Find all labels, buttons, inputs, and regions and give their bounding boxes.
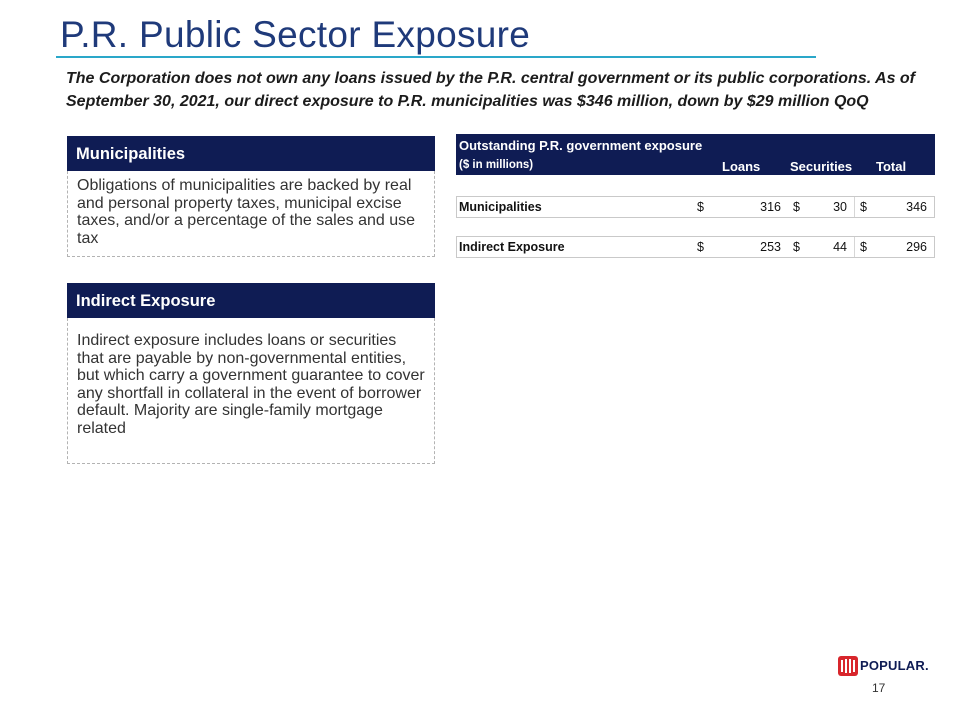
column-header-securities: Securities <box>790 159 853 174</box>
cell-divider <box>854 237 855 257</box>
indirect-exposure-heading: Indirect Exposure <box>67 283 435 318</box>
exposure-table <box>456 134 935 254</box>
exposure-table-header <box>456 134 935 175</box>
loans-value: 253 <box>760 240 781 254</box>
currency-symbol: $ <box>697 240 704 254</box>
title-underline <box>56 56 816 58</box>
page-title: P.R. Public Sector Exposure <box>60 14 531 55</box>
row-label: Municipalities <box>459 200 542 214</box>
exposure-table-units: ($ in millions) <box>459 159 534 171</box>
table-row <box>456 236 935 258</box>
currency-symbol: $ <box>860 240 867 254</box>
popular-bank-logo-icon <box>838 656 858 676</box>
table-row <box>456 196 935 218</box>
total-value: 296 <box>906 240 927 254</box>
popular-logo-text: POPULAR. <box>860 658 929 673</box>
currency-symbol: $ <box>793 240 800 254</box>
municipalities-heading: Municipalities <box>67 136 435 171</box>
currency-symbol: $ <box>793 200 800 214</box>
column-header-loans: Loans <box>722 159 761 174</box>
municipalities-description: Obligations of municipalities are backed by real and personal property taxes, municipal excise taxes, and/or a percentage of the sales and use tax <box>67 171 435 257</box>
cell-divider <box>854 197 855 217</box>
currency-symbol: $ <box>860 200 867 214</box>
currency-symbol: $ <box>697 200 704 214</box>
loans-value: 316 <box>760 200 781 214</box>
indirect-exposure-card <box>67 283 435 464</box>
securities-value: 30 <box>833 200 847 214</box>
total-value: 346 <box>906 200 927 214</box>
securities-value: 44 <box>833 240 847 254</box>
summary-text: The Corporation does not own any loans issued by the P.R. central government or its public corporations. As of September 30, 2021, our direct exposure to P.R. municipalities was $346 million, down by $29 million QoQ <box>66 70 916 110</box>
column-header-total: Total <box>876 159 907 174</box>
indirect-exposure-description: Indirect exposure includes loans or securities that are payable by non-governmental entities, but which carry a government guarantee to cover any shortfall in collateral in the event of borrower default. Majority are single-family mortgage related <box>67 318 435 464</box>
row-label: Indirect Exposure <box>459 240 565 254</box>
municipalities-card <box>67 136 435 257</box>
page-number: 17 <box>872 681 886 695</box>
exposure-table-title: Outstanding P.R. government exposure <box>459 138 703 153</box>
